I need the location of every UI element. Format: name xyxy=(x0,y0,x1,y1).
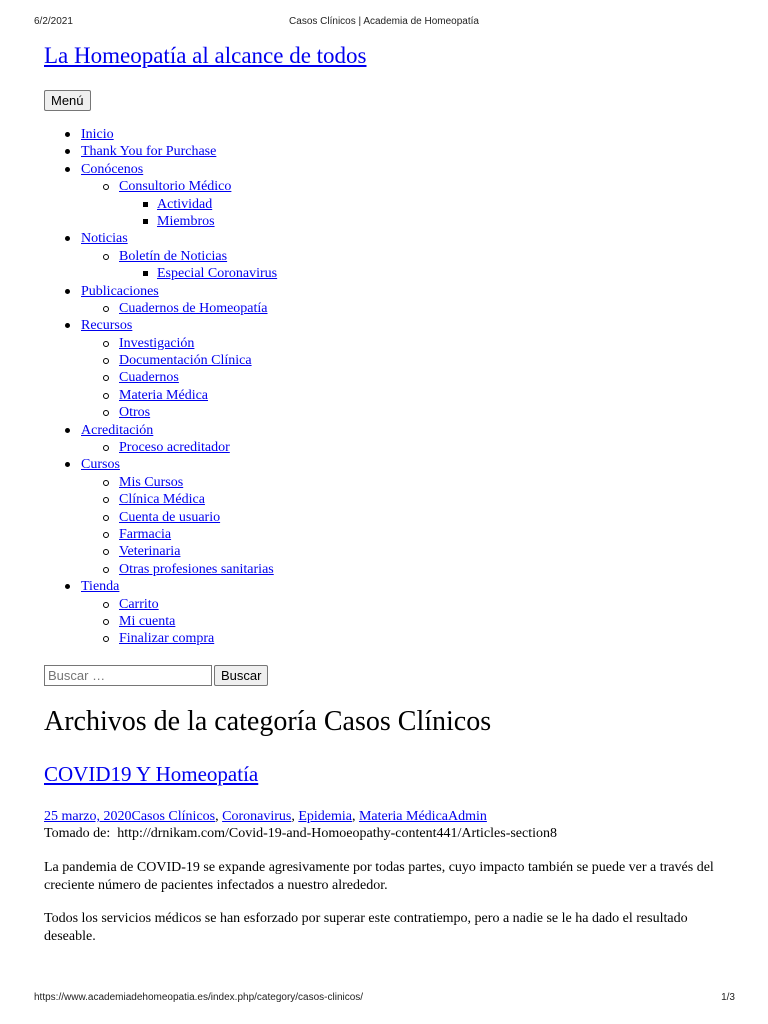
nav-link[interactable]: Tienda xyxy=(81,579,120,595)
source-url: http://drnikam.com/Covid-19-and-Homoeopathy-content441/Articles-section8 xyxy=(117,826,558,841)
post-title-link[interactable]: COVID19 Y Homeopatía xyxy=(44,762,259,786)
list-bullet xyxy=(103,358,109,364)
list-bullet xyxy=(103,254,109,260)
nav-item xyxy=(0,596,277,613)
category-link-materia-medica[interactable]: Materia Médica xyxy=(358,809,448,824)
print-page-indicator: 1/3 xyxy=(721,992,735,1003)
nav-item xyxy=(0,474,277,491)
nav-item xyxy=(0,213,277,230)
post-date-link[interactable]: 25 marzo, 2020 xyxy=(44,809,132,824)
nav-link[interactable]: Materia Médica xyxy=(119,387,209,403)
nav-link[interactable]: Cuenta de usuario xyxy=(119,509,221,525)
list-bullet xyxy=(65,428,70,433)
author-link[interactable]: Admin xyxy=(448,809,487,824)
list-bullet xyxy=(65,149,70,154)
nav-item xyxy=(0,543,277,560)
print-header xyxy=(0,16,768,30)
nav-link[interactable]: Recursos xyxy=(81,318,133,334)
nav-item xyxy=(0,178,277,195)
list-bullet xyxy=(103,410,109,416)
list-bullet xyxy=(103,619,109,625)
main-navigation xyxy=(0,126,277,648)
nav-item xyxy=(0,369,277,386)
list-bullet xyxy=(103,549,109,555)
nav-link[interactable]: Inicio xyxy=(81,127,114,142)
nav-link[interactable]: Boletín de Noticias xyxy=(119,248,228,264)
nav-item xyxy=(0,161,277,178)
archive-title: Archivos de la categoría Casos Clínicos xyxy=(44,706,492,737)
category-link-coronavirus[interactable]: Coronavirus xyxy=(222,809,292,824)
nav-item xyxy=(0,509,277,526)
nav-link[interactable]: Farmacia xyxy=(119,526,172,542)
category-link-casos-clinicos[interactable]: Casos Clínicos xyxy=(131,809,216,824)
nav-link[interactable]: Documentación Clínica xyxy=(119,353,252,369)
nav-item xyxy=(0,526,277,543)
nav-item xyxy=(0,439,277,456)
nav-item xyxy=(0,613,277,630)
nav-link[interactable]: Finalizar compra xyxy=(119,631,215,647)
nav-item xyxy=(0,300,277,317)
nav-link[interactable]: Mi cuenta xyxy=(119,613,176,629)
print-date: 6/2/2021 xyxy=(34,16,73,27)
nav-item xyxy=(0,248,277,265)
category-link-epidemia[interactable]: Epidemia xyxy=(298,809,352,824)
nav-link[interactable]: Investigación xyxy=(119,335,195,351)
nav-link[interactable]: Otras profesiones sanitarias xyxy=(119,561,274,577)
nav-item xyxy=(0,578,277,595)
list-bullet xyxy=(103,567,109,573)
nav-link[interactable]: Acreditación xyxy=(81,422,154,438)
list-bullet xyxy=(103,636,109,642)
nav-link[interactable]: Noticias xyxy=(81,231,128,247)
list-bullet xyxy=(103,497,109,503)
nav-item xyxy=(0,335,277,352)
list-bullet xyxy=(65,167,70,172)
list-bullet xyxy=(103,480,109,486)
nav-link[interactable]: Cuadernos xyxy=(119,370,179,386)
nav-link[interactable]: Cuadernos de Homeopatía xyxy=(119,300,268,316)
nav-link[interactable]: Proceso acreditador xyxy=(119,440,230,456)
list-bullet xyxy=(143,219,148,224)
list-bullet xyxy=(103,306,109,312)
nav-item xyxy=(0,143,277,160)
nav-link[interactable]: Especial Coronavirus xyxy=(157,266,278,282)
source-label: Tomado de: xyxy=(44,826,111,841)
nav-link[interactable]: Miembros xyxy=(157,213,215,229)
post-title xyxy=(44,762,258,787)
list-bullet xyxy=(103,341,109,347)
nav-list xyxy=(0,126,277,648)
post-paragraph-1: La pandemia de COVID-19 se expande agresivamente por todas partes, cuyo impacto también se puede ver a través del creciente número de pacientes infectados a nuestro alrededor. xyxy=(44,860,714,893)
nav-link[interactable]: Cursos xyxy=(81,457,120,473)
nav-item xyxy=(0,491,277,508)
list-bullet xyxy=(65,323,70,328)
print-url: https://www.academiadehomeopatia.es/index.php/category/casos-clinicos/ xyxy=(34,992,364,1003)
list-bullet xyxy=(103,445,109,451)
nav-item xyxy=(0,230,277,247)
nav-item xyxy=(0,630,277,647)
nav-item xyxy=(0,265,277,282)
nav-item xyxy=(0,387,277,404)
nav-link[interactable]: Clínica Médica xyxy=(119,492,205,508)
nav-item xyxy=(0,126,277,143)
nav-link[interactable]: Actividad xyxy=(157,196,213,212)
nav-item xyxy=(0,283,277,300)
print-footer xyxy=(0,992,768,1006)
nav-item xyxy=(0,352,277,369)
site-title-link[interactable]: La Homeopatía al alcance de todos xyxy=(44,43,367,68)
list-bullet xyxy=(65,462,70,467)
list-bullet xyxy=(65,584,70,589)
list-bullet xyxy=(65,132,70,137)
post-paragraph-2: Todos los servicios médicos se han esforzado por superar este contratiempo, pero a nadie se le ha dado el resultado deseable. xyxy=(44,911,688,944)
print-document-title: Casos Clínicos | Academia de Homeopatía xyxy=(289,16,479,27)
menu-button[interactable]: Menú xyxy=(44,90,91,111)
post-source xyxy=(44,825,557,842)
search-button[interactable]: Buscar xyxy=(214,665,268,686)
nav-link[interactable]: Thank You for Purchase xyxy=(81,144,217,160)
nav-link[interactable]: Carrito xyxy=(119,596,159,612)
nav-item xyxy=(0,561,277,578)
post-meta: 25 marzo, 2020Casos Clínicos, Coronavirus, Epidemia, Materia MédicaAdmin xyxy=(44,809,487,824)
site-title xyxy=(44,43,367,69)
list-bullet xyxy=(143,271,148,276)
nav-item xyxy=(0,196,277,213)
list-bullet xyxy=(65,289,70,294)
nav-item xyxy=(0,456,277,473)
list-bullet xyxy=(103,393,109,399)
nav-link[interactable]: Publicaciones xyxy=(81,283,159,299)
nav-link[interactable]: Mis Cursos xyxy=(119,474,184,490)
nav-link[interactable]: Conócenos xyxy=(81,161,144,177)
list-bullet xyxy=(103,515,109,521)
search-input[interactable] xyxy=(44,665,212,686)
nav-link[interactable]: Otros xyxy=(119,405,151,421)
nav-link[interactable]: Veterinaria xyxy=(119,544,181,560)
nav-item xyxy=(0,317,277,334)
nav-link[interactable]: Consultorio Médico xyxy=(119,179,232,195)
list-bullet xyxy=(143,202,148,207)
list-bullet xyxy=(103,375,109,381)
nav-item xyxy=(0,422,277,439)
list-bullet xyxy=(103,184,109,190)
list-bullet xyxy=(103,602,109,608)
list-bullet xyxy=(65,236,70,241)
nav-item xyxy=(0,404,277,421)
list-bullet xyxy=(103,532,109,538)
